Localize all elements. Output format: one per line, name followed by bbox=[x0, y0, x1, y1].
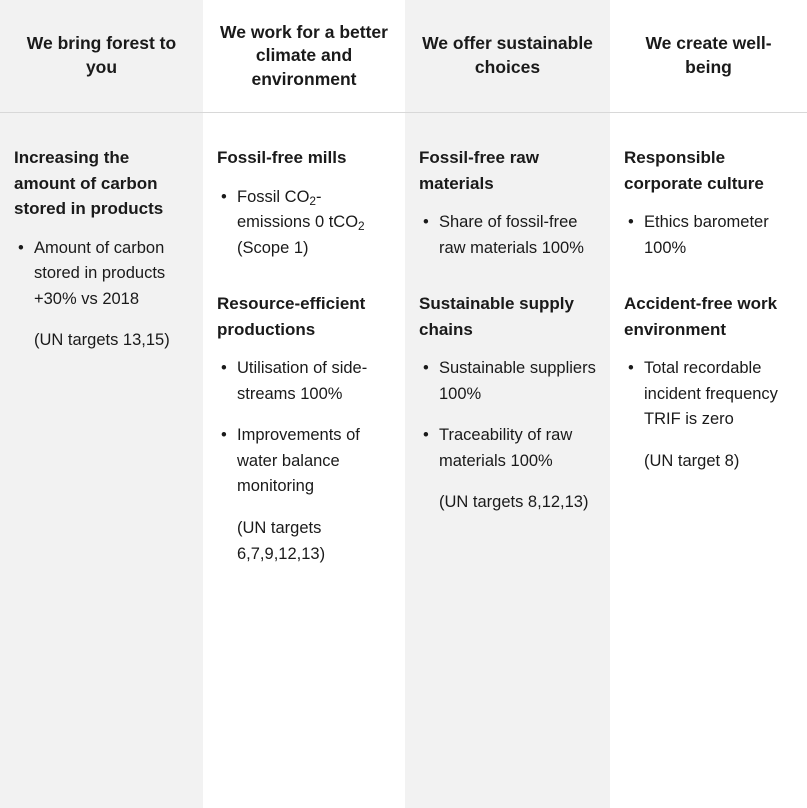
table-column-body-2 bbox=[203, 113, 405, 808]
target-block bbox=[624, 145, 793, 261]
target-block-title: Accident-free work environment bbox=[624, 294, 778, 339]
list-item: • Utilisation of side-streams 100% bbox=[237, 356, 391, 407]
target-bullet-list bbox=[419, 210, 596, 261]
target-block-title: Fossil-free raw materials bbox=[419, 148, 539, 193]
table-column-header-2 bbox=[203, 0, 405, 112]
target-block bbox=[217, 291, 391, 567]
table-column-body-3 bbox=[405, 113, 610, 808]
table-body-row bbox=[0, 113, 807, 808]
column-content-4 bbox=[610, 113, 807, 808]
target-bullet-list bbox=[624, 356, 793, 433]
list-item: • Share of fossil-free raw materials 100% bbox=[439, 210, 596, 261]
target-block bbox=[419, 291, 596, 516]
target-block-title: Resource-efficient productions bbox=[217, 294, 366, 339]
table-column-header-1 bbox=[0, 0, 203, 112]
target-block-title: Increasing the amount of carbon stored in products bbox=[14, 148, 164, 218]
column-header-label-1: We bring forest to you bbox=[26, 33, 177, 77]
un-target-note: (UN targets 6,7,9,12,13) bbox=[237, 519, 326, 563]
target-bullet-list bbox=[419, 356, 596, 474]
column-content-2 bbox=[203, 113, 405, 808]
target-block bbox=[14, 145, 189, 354]
column-header-label-3: We offer sustainable choices bbox=[422, 33, 593, 77]
column-header-label-2: We work for a better climate and environment bbox=[220, 21, 388, 89]
table-column-header-4 bbox=[610, 0, 807, 112]
un-target-note: (UN targets 13,15) bbox=[34, 331, 170, 350]
column-header-label-4: We create well-being bbox=[645, 33, 772, 77]
target-bullet-list bbox=[217, 185, 391, 262]
list-item: • Total recordable incident frequency TRIF is zero bbox=[644, 356, 793, 433]
column-content-1 bbox=[0, 113, 203, 808]
table-header-row bbox=[0, 0, 807, 113]
list-item: • Sustainable suppliers 100% bbox=[439, 356, 596, 407]
target-block-title: Fossil-free mills bbox=[217, 148, 347, 167]
list-item: • Improvements of water balance monitoring bbox=[237, 423, 391, 500]
subscript-2: 2 bbox=[309, 193, 317, 208]
un-target-note: (UN targets 8,12,13) bbox=[439, 493, 589, 512]
list-item: • Amount of carbon stored in products +30% vs 2018 bbox=[34, 236, 189, 313]
list-item: • Ethics barometer 100% bbox=[644, 210, 793, 261]
target-block-title: Sustainable supply chains bbox=[419, 294, 574, 339]
un-target-note: (UN target 8) bbox=[644, 451, 740, 470]
target-block bbox=[217, 145, 391, 261]
target-bullet-list bbox=[217, 356, 391, 500]
column-content-3 bbox=[405, 113, 610, 808]
list-item: • Traceability of raw materials 100% bbox=[439, 423, 596, 474]
target-block bbox=[419, 145, 596, 261]
target-bullet-list bbox=[624, 210, 793, 261]
target-bullet-list bbox=[14, 236, 189, 313]
table-column-header-3 bbox=[405, 0, 610, 112]
table-column-body-1 bbox=[0, 113, 203, 808]
subscript-2: 2 bbox=[358, 219, 365, 234]
target-block bbox=[624, 291, 793, 474]
target-block-title: Responsible corporate culture bbox=[624, 148, 764, 193]
table-column-body-4 bbox=[610, 113, 807, 808]
list-item: • Fossil $CO_2$-emissions 0 tCO$_2$ (Scope 1) bbox=[237, 185, 391, 262]
